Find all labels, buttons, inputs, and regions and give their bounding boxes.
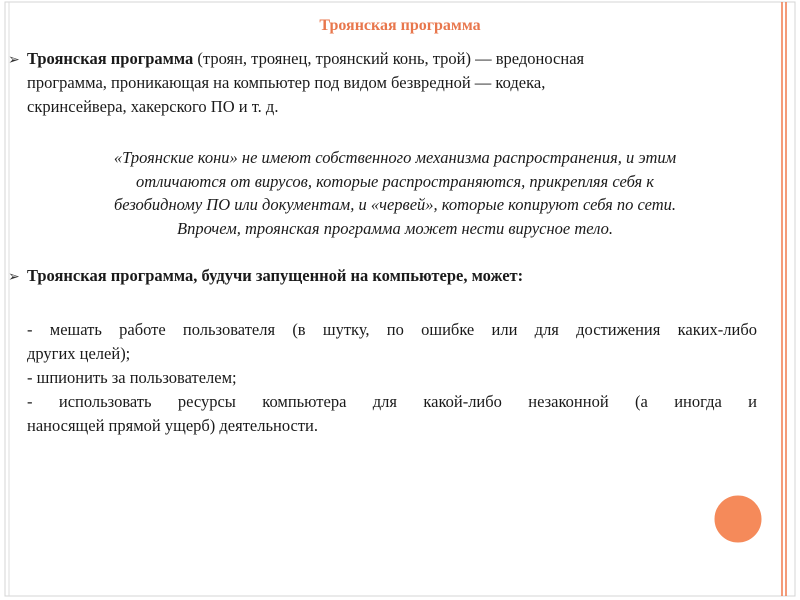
capabilities-list	[27, 318, 757, 438]
list-item-2: - шпионить за пользователем;	[27, 368, 237, 387]
decorative-circle	[713, 494, 763, 544]
bullet2-heading: Троянская программа, будучи запущенной на компьютере, может:	[27, 266, 524, 285]
list-item-1-line-2: других целей);	[27, 344, 131, 363]
bullet-arrow-icon: ➢	[8, 269, 20, 285]
italic-quote-block	[30, 146, 760, 240]
list-item-1-line-1: - мешать работе пользователя (в шутку, по ошибке или для достижения каких-либо	[27, 320, 757, 339]
bullet1-paragraph	[27, 47, 767, 119]
bullet1-lead: Троянская программа	[27, 49, 194, 68]
slide-title: Троянская программа	[319, 17, 481, 34]
italic-line-1: «Троянские кони» не имеют собственного механизма распространения, и этим	[113, 148, 677, 167]
italic-line-3: безобидному ПО или документам, и «червей», которые копируют себя по сети.	[113, 195, 677, 214]
italic-line-4: Впрочем, троянская программа может нести вирусное тело.	[177, 218, 613, 238]
bullet1-line3: скринсейвера, хакерского ПО и т. д.	[27, 97, 279, 116]
list-item-3-line-1: - использовать ресурсы компьютера для какой-либо незаконной (а иногда и	[27, 392, 757, 411]
bullet1-line1	[27, 47, 767, 71]
bullet-arrow-icon: ➢	[8, 52, 20, 68]
list-item-3-line-2: наносящей прямой ущерб) деятельности.	[27, 416, 318, 435]
bullet1-line2: программа, проникающая на компьютер под видом безвредной — кодека,	[27, 73, 546, 92]
bullet1-rest: (троян, троянец, троянский конь, трой) — вредоносная	[193, 49, 585, 68]
italic-line-2: отличаются от вирусов, которые распространяются, прикрепляя себя к	[136, 171, 654, 191]
